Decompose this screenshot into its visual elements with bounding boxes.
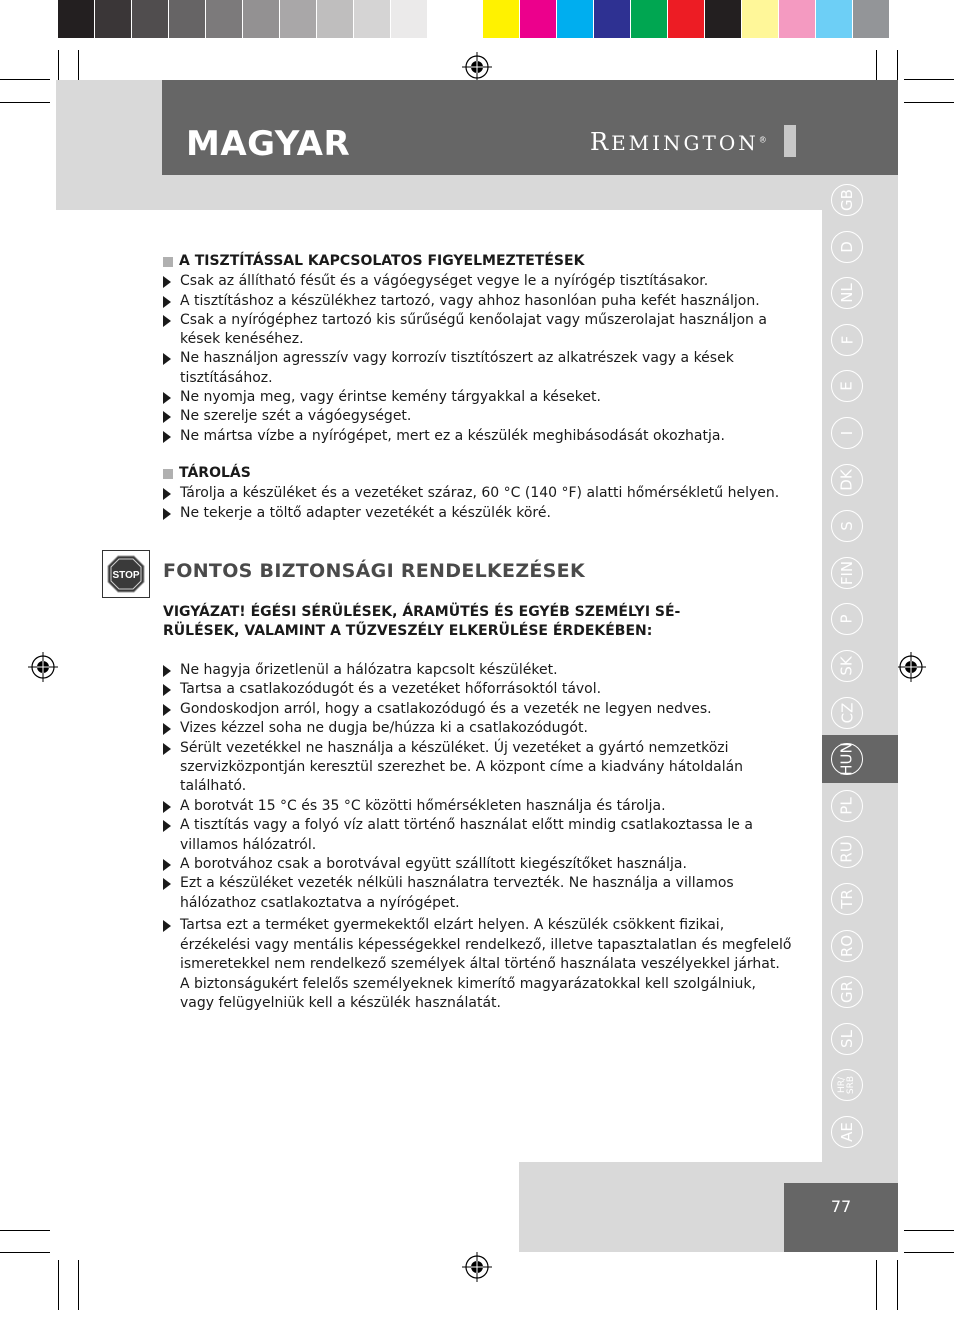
crop-mark [897, 50, 898, 80]
list-item: Ne szerelje szét a vágóegységet. [163, 407, 793, 426]
registration-mark-icon [896, 652, 926, 682]
page-number-box [784, 1183, 898, 1252]
list-item: A tisztításhoz a készülékhez tartozó, vagy ahhoz hasonlóan puha kefét használjon. [163, 292, 793, 311]
page-header [162, 80, 898, 175]
color-swatch [206, 0, 242, 38]
list-item: Tárolja a készüléket és a vezetéket száraz, 60 °C (140 °F) alatti hőmérsékletű helyen. [163, 484, 793, 503]
language-tab-ru[interactable]: RU [831, 836, 863, 868]
list-item: Ne használjon agresszív vagy korrozív tisztítószert az alkatrészek vagy a kések tisztításához. [163, 349, 793, 388]
cleaning-warnings-list [163, 272, 793, 446]
color-swatch [779, 0, 815, 38]
crop-mark [0, 1230, 50, 1231]
section-heading: TÁROLÁS [163, 464, 793, 483]
warning-heading: VIGYÁZAT! ÉGÉSI SÉRÜLÉSEK, ÁRAMÜTÉS ÉS EGYÉB SZEMÉLYI SÉ- RÜLÉSEK, VALAMINT A TŰZVESZÉLY ELKERÜLÉSE ÉRDEKÉBEN: [163, 604, 681, 639]
list-item: Vizes kézzel soha ne dugja be/húzza ki a csatlakozódugót. [163, 719, 793, 738]
crop-mark [78, 50, 79, 80]
square-bullet-icon [163, 257, 173, 267]
language-tab-e[interactable]: E [831, 370, 863, 402]
language-tab-hr-srb[interactable]: HR/ SRB [831, 1069, 863, 1101]
square-bullet-icon [163, 469, 173, 479]
header-tab-marker [784, 125, 796, 157]
color-swatch [58, 0, 94, 38]
svg-text:STOP: STOP [112, 570, 140, 581]
color-swatch [594, 0, 630, 38]
crop-mark [876, 1260, 877, 1310]
list-item: Ne mártsa vízbe a nyírógépet, mert ez a készülék meghibásodását okozhatja. [163, 427, 793, 446]
language-tab-sl[interactable]: SL [831, 1023, 863, 1055]
safety-list [163, 661, 793, 1013]
language-title: MAGYAR [186, 124, 351, 164]
language-tab-pl[interactable]: PL [831, 790, 863, 822]
registration-mark-icon [462, 52, 492, 82]
crop-mark [0, 79, 50, 80]
list-item: A tisztítás vagy a folyó víz alatt történő használat előtt mindig csatlakoztassa le a villamos hálózatról. [163, 816, 793, 855]
color-swatch [668, 0, 704, 38]
crop-mark [876, 50, 877, 80]
crop-mark [58, 50, 59, 80]
registration-mark-icon [462, 1252, 492, 1282]
crop-mark [904, 102, 954, 103]
crop-mark [904, 1252, 954, 1253]
language-tab-i[interactable]: I [831, 417, 863, 449]
color-swatch [132, 0, 168, 38]
list-item: Sérült vezetékkel ne használja a készüléket. Új vezetéket a gyártó nemzetközi szervizközpontján keresztül szerezhet be. A központ címe a kiadvány hátoldalán található. [163, 739, 793, 797]
color-swatch [705, 0, 741, 38]
list-item: Ne hagyja őrizetlenül a hálózatra kapcsolt készüléket. [163, 661, 793, 680]
language-tab-gr[interactable]: GR [831, 976, 863, 1008]
safety-heading: FONTOS BIZTONSÁGI RENDELKEZÉSEK [163, 560, 585, 582]
color-swatch [428, 0, 464, 38]
crop-mark [904, 1230, 954, 1231]
language-tab-nl[interactable]: NL [831, 277, 863, 309]
remington-logo: REMINGTON® [590, 128, 770, 156]
grayscale-color-bar [58, 0, 464, 38]
language-tab-dk[interactable]: DK [831, 464, 863, 496]
color-swatch [742, 0, 778, 38]
list-item: Ne tekerje a töltő adapter vezetékét a készülék köré. [163, 504, 793, 523]
safety-content [163, 661, 793, 1013]
color-swatch [816, 0, 852, 38]
color-swatch [169, 0, 205, 38]
list-item: Ne nyomja meg, vagy érintse kemény tárgyakkal a késeket. [163, 388, 793, 407]
language-tab-tr[interactable]: TR [831, 883, 863, 915]
language-tab-ae[interactable]: AE [831, 1116, 863, 1148]
language-tab-hun[interactable]: HUN [831, 743, 863, 775]
list-item: Tartsa a csatlakozódugót és a vezetéket hőforrásoktól távol. [163, 680, 793, 699]
color-swatch [853, 0, 889, 38]
color-swatch [391, 0, 427, 38]
process-color-bar [483, 0, 889, 38]
color-swatch [243, 0, 279, 38]
crop-mark [904, 79, 954, 80]
list-item: Csak az állítható fésűt és a vágóegységet vegye le a nyírógép tisztításakor. [163, 272, 793, 291]
color-swatch [280, 0, 316, 38]
language-tab-ro[interactable]: RO [831, 930, 863, 962]
page-number: 77 [830, 1197, 852, 1216]
language-tab-f[interactable]: F [831, 324, 863, 356]
language-tab-cz[interactable]: CZ [831, 697, 863, 729]
main-content [163, 252, 793, 523]
color-swatch [520, 0, 556, 38]
registration-mark-icon [28, 652, 58, 682]
storage-list [163, 484, 793, 523]
language-tab-d[interactable]: D [831, 231, 863, 263]
list-item: Tartsa ezt a terméket gyermekektől elzárt helyen. A készülék csökkent fizikai, érzékelési vagy mentális képességekkel rendelkező, illetve tapasztalatlan és megfelelő ismeretekkel nem rendelkező személyek által történő használata veszélyekkel járhat. A biztonságukért felelős személyeknek kimerítő magyarázatokkal kell szolgálniuk, vagy felügyelniük kell a készülék használatát. [163, 916, 793, 1013]
stop-sign-icon [102, 550, 150, 598]
color-swatch [483, 0, 519, 38]
list-item: Csak a nyírógéphez tartozó kis sűrűségű kenőolajat vagy műszerolajat használjon a kések kenéséhez. [163, 311, 793, 350]
crop-mark [0, 1252, 50, 1253]
crop-mark [897, 1260, 898, 1310]
color-swatch [95, 0, 131, 38]
language-tab-s[interactable]: S [831, 510, 863, 542]
list-item: Gondoskodjon arról, hogy a csatlakozódugó és a vezeték ne legyen nedves. [163, 700, 793, 719]
crop-mark [78, 1260, 79, 1310]
language-tab-strip [822, 176, 898, 1162]
language-tab-gb[interactable]: GB [831, 184, 863, 216]
section-heading: A TISZTÍTÁSSAL KAPCSOLATOS FIGYELMEZTETÉSEK [163, 252, 793, 271]
crop-mark [0, 102, 50, 103]
language-tab-p[interactable]: P [831, 603, 863, 635]
color-swatch [631, 0, 667, 38]
color-swatch [354, 0, 390, 38]
list-item: Ezt a készüléket vezeték nélküli használatra tervezték. Ne használja a villamos hálózathoz csatlakoztatva a nyírógépet. [163, 874, 793, 913]
language-tab-fin[interactable]: FIN [831, 557, 863, 589]
crop-mark [58, 1260, 59, 1310]
list-item: A borotvát 15 °C és 35 °C közötti hőmérsékleten használja és tárolja. [163, 797, 793, 816]
list-item: A borotvához csak a borotvával együtt szállított kiegészítőket használja. [163, 855, 793, 874]
language-tab-sk[interactable]: SK [831, 650, 863, 682]
color-swatch [557, 0, 593, 38]
color-swatch [317, 0, 353, 38]
